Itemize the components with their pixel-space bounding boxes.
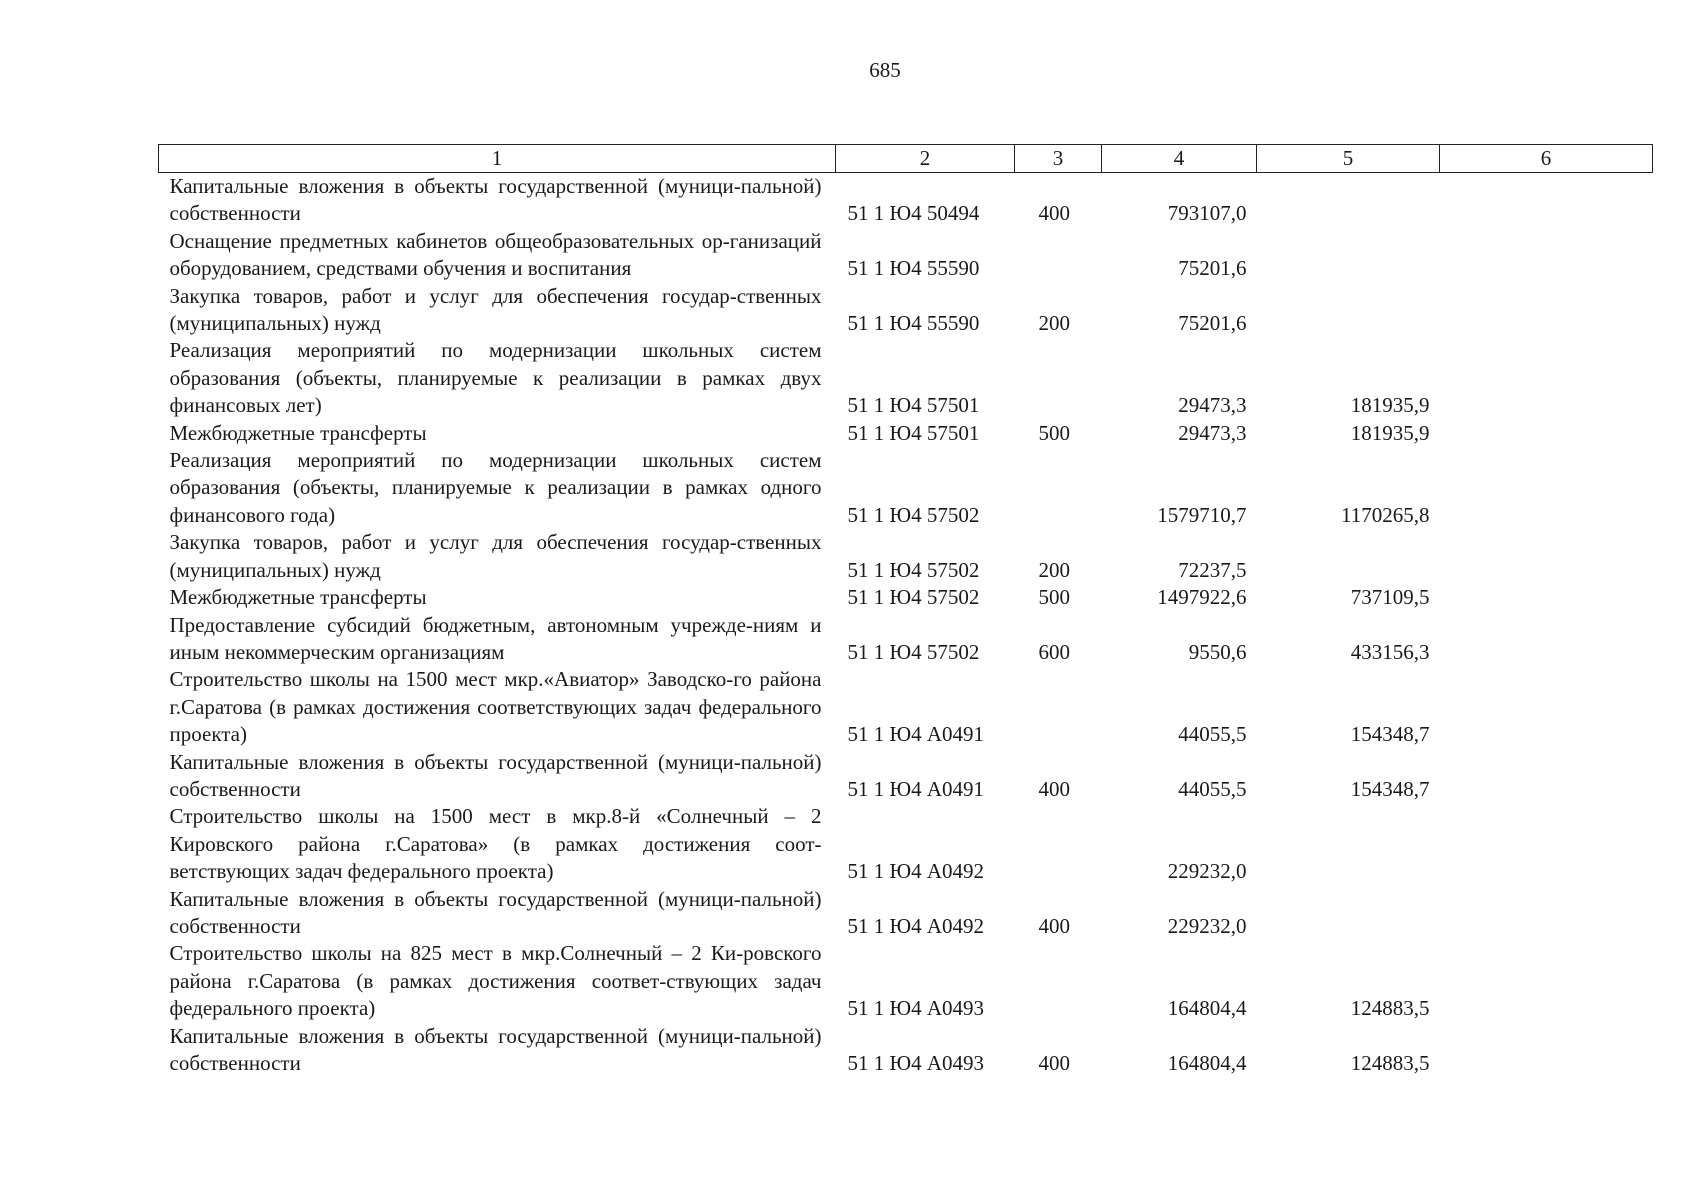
row-value-col5-cell: 154348,7 <box>1350 776 1430 801</box>
row-value-col5-cell <box>1257 173 1440 228</box>
row-value-col4-cell: 1579710,7 <box>1157 502 1247 527</box>
table-row <box>159 940 1653 1022</box>
page-number: 685 <box>869 58 901 82</box>
table-row <box>159 886 1653 941</box>
row-code-cell: 51 1 Ю4 А0492 <box>847 859 984 884</box>
row-name-cell: Капитальные вложения в объекты государственной (муници-пальной) собственности <box>169 1023 822 1075</box>
row-value-col5-cell: 1170265,8 <box>1341 502 1430 527</box>
row-expense-type-cell: 200 <box>1038 557 1070 582</box>
table-row <box>159 612 1653 667</box>
table-row <box>159 666 1653 748</box>
table-row <box>159 803 1653 885</box>
row-value-col6-cell <box>1440 803 1653 885</box>
row-value-col5-cell: 181935,9 <box>1350 420 1430 445</box>
row-value-col4-cell: 1497922,6 <box>1157 585 1247 610</box>
row-code-cell: 51 1 Ю4 А0493 <box>847 996 984 1021</box>
header-row <box>159 145 1653 173</box>
row-value-col4-cell: 9550,6 <box>1188 639 1247 664</box>
table-row <box>159 447 1653 529</box>
table-header <box>159 145 1653 173</box>
row-name-cell: Межбюджетные трансферты <box>169 585 427 610</box>
row-name-cell: Межбюджетные трансферты <box>169 420 427 445</box>
row-value-col6-cell <box>1440 666 1653 748</box>
row-expense-type-cell <box>1015 666 1102 748</box>
row-value-col4-cell: 229232,0 <box>1167 859 1247 884</box>
row-value-col4-cell: 44055,5 <box>1178 722 1247 747</box>
row-name-cell: Реализация мероприятий по модернизации школьных систем образования (объекты, планируемые к реализации в рамках одного финансового года) <box>169 448 822 527</box>
row-expense-type-cell: 200 <box>1038 311 1070 336</box>
row-name-cell: Строительство школы на 1500 мест мкр.«Авиатор» Заводско-го района г.Саратова (в рамках достижения соответствующих задач федерального проекта) <box>169 667 822 747</box>
row-value-col5-cell <box>1257 228 1440 283</box>
row-value-col5-cell <box>1257 283 1440 338</box>
column-header-3: 3 <box>1015 145 1102 173</box>
row-code-cell: 51 1 Ю4 57502 <box>847 585 980 610</box>
row-value-col6-cell <box>1440 420 1653 447</box>
row-name-cell: Капитальные вложения в объекты государственной (муници-пальной) собственности <box>169 886 822 938</box>
row-value-col5-cell: 124883,5 <box>1350 1051 1430 1075</box>
row-expense-type-cell: 600 <box>1038 639 1070 664</box>
row-name-cell: Капитальные вложения в объекты государственной (муници-пальной) собственности <box>169 749 822 801</box>
row-expense-type-cell <box>1015 337 1102 419</box>
row-code-cell: 51 1 Ю4 А0492 <box>847 913 984 938</box>
column-header-4: 4 <box>1102 145 1257 173</box>
row-code-cell: 51 1 Ю4 57502 <box>847 557 980 582</box>
row-value-col4-cell: 72237,5 <box>1178 557 1247 582</box>
row-value-col4-cell: 164804,4 <box>1167 1051 1247 1075</box>
row-value-col6-cell <box>1440 886 1653 941</box>
table-row <box>159 529 1653 584</box>
row-value-col5-cell: 154348,7 <box>1350 722 1430 747</box>
budget-table <box>158 144 1653 1077</box>
row-code-cell: 51 1 Ю4 57501 <box>847 420 980 445</box>
column-header-5: 5 <box>1257 145 1440 173</box>
row-expense-type-cell <box>1015 447 1102 529</box>
table-row <box>159 283 1653 338</box>
row-value-col5-cell: 181935,9 <box>1350 393 1430 418</box>
row-code-cell: 51 1 Ю4 А0493 <box>847 1051 984 1075</box>
row-value-col6-cell <box>1440 940 1653 1022</box>
row-code-cell: 51 1 Ю4 А0491 <box>847 776 984 801</box>
table-row <box>159 337 1653 419</box>
row-value-col5-cell: 124883,5 <box>1350 996 1430 1021</box>
row-name-cell: Закупка товаров, работ и услуг для обеспечения государ-ственных (муниципальных) нужд <box>169 530 822 582</box>
row-code-cell: 51 1 Ю4 57502 <box>847 639 980 664</box>
row-code-cell: 51 1 Ю4 57501 <box>847 393 980 418</box>
column-header-2: 2 <box>836 145 1015 173</box>
row-expense-type-cell <box>1015 940 1102 1022</box>
row-value-col6-cell <box>1440 1023 1653 1078</box>
row-value-col5-cell <box>1257 529 1440 584</box>
table-row <box>159 173 1653 228</box>
row-value-col5-cell: 737109,5 <box>1350 585 1430 610</box>
row-code-cell: 51 1 Ю4 57502 <box>847 502 980 527</box>
table-row <box>159 749 1653 804</box>
row-value-col6-cell <box>1440 228 1653 283</box>
row-name-cell: Строительство школы на 825 мест в мкр.Солнечный – 2 Ки-ровского района г.Саратова (в рамках достижения соответ-ствующих задач федерального проекта) <box>169 941 822 1021</box>
row-value-col6-cell <box>1440 612 1653 667</box>
row-expense-type-cell: 400 <box>1038 1051 1070 1075</box>
row-value-col6-cell <box>1440 749 1653 804</box>
row-name-cell: Строительство школы на 1500 мест в мкр.8-й «Солнечный – 2 Кировского района г.Саратова» (в рамках достижения соот-ветствующих задач федерального проекта) <box>169 804 822 884</box>
row-value-col6-cell <box>1440 173 1653 228</box>
table-row <box>159 420 1653 447</box>
row-name-cell: Реализация мероприятий по модернизации школьных систем образования (объекты, планируемые к реализации в рамках двух финансовых лет) <box>169 338 822 418</box>
row-value-col6-cell <box>1440 283 1653 338</box>
row-value-col4-cell: 75201,6 <box>1178 311 1247 336</box>
table-row <box>159 228 1653 283</box>
row-code-cell: 51 1 Ю4 55590 <box>847 311 980 336</box>
row-value-col5-cell <box>1257 886 1440 941</box>
row-value-col5-cell: 433156,3 <box>1350 639 1430 664</box>
row-value-col6-cell <box>1440 337 1653 419</box>
table-row <box>159 584 1653 611</box>
row-name-cell: Предоставление субсидий бюджетным, автономным учрежде-ниям и иным некоммерческим организациям <box>169 612 822 664</box>
row-code-cell: 51 1 Ю4 А0491 <box>847 722 984 747</box>
row-value-col4-cell: 793107,0 <box>1167 201 1247 226</box>
row-name-cell: Капитальные вложения в объекты государственной (муници-пальной) собственности <box>169 174 822 226</box>
row-expense-type-cell: 400 <box>1038 201 1070 226</box>
table-row <box>159 1023 1653 1078</box>
row-expense-type-cell: 400 <box>1038 776 1070 801</box>
row-value-col4-cell: 29473,3 <box>1178 420 1247 445</box>
row-name-cell: Оснащение предметных кабинетов общеобразовательных ор-ганизаций оборудованием, средствами обучения и воспитания <box>169 228 822 281</box>
row-value-col6-cell <box>1440 447 1653 529</box>
row-value-col4-cell: 75201,6 <box>1178 256 1247 281</box>
column-header-1: 1 <box>159 145 836 173</box>
table-body <box>159 173 1653 1078</box>
row-value-col6-cell <box>1440 584 1653 611</box>
row-value-col4-cell: 229232,0 <box>1167 913 1247 938</box>
row-code-cell: 51 1 Ю4 55590 <box>847 256 980 281</box>
row-expense-type-cell: 400 <box>1038 913 1070 938</box>
column-header-6: 6 <box>1440 145 1653 173</box>
row-value-col6-cell <box>1440 529 1653 584</box>
row-expense-type-cell <box>1015 228 1102 283</box>
row-value-col4-cell: 44055,5 <box>1178 776 1247 801</box>
row-expense-type-cell <box>1015 803 1102 885</box>
row-value-col4-cell: 29473,3 <box>1178 393 1247 418</box>
row-expense-type-cell: 500 <box>1038 585 1070 610</box>
row-value-col4-cell: 164804,4 <box>1167 996 1247 1021</box>
row-expense-type-cell: 500 <box>1038 420 1070 445</box>
row-code-cell: 51 1 Ю4 50494 <box>847 201 980 226</box>
row-value-col5-cell <box>1257 803 1440 885</box>
row-name-cell: Закупка товаров, работ и услуг для обеспечения государ-ственных (муниципальных) нужд <box>169 283 822 336</box>
